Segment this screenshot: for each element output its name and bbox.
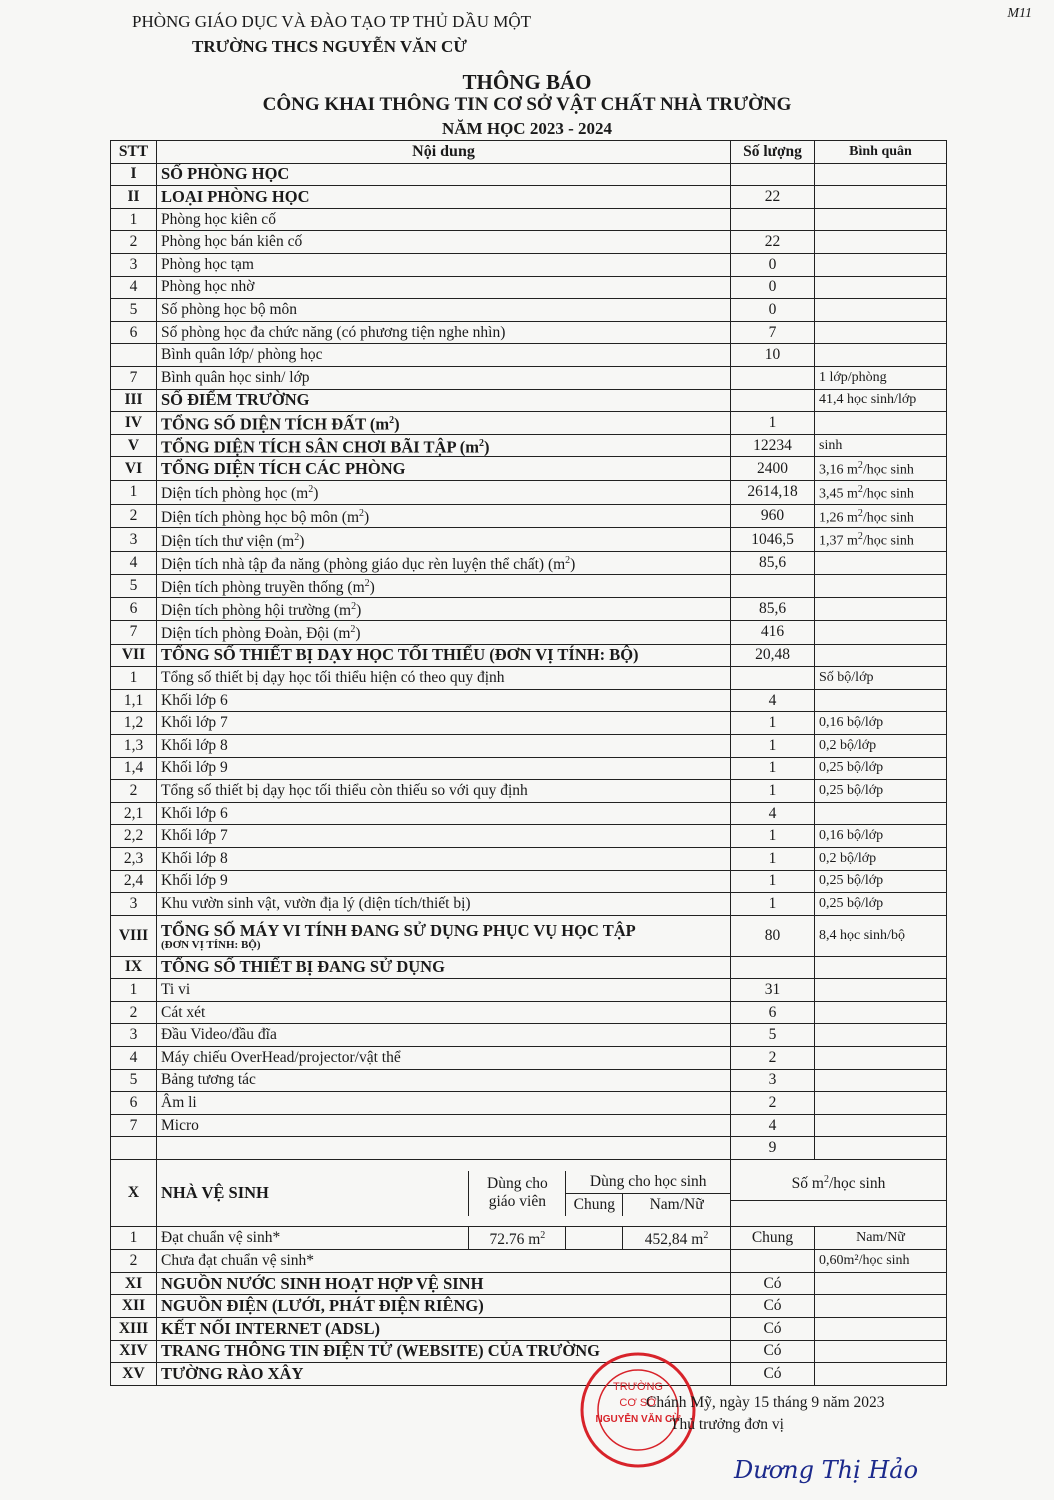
- table-row: [111, 847, 947, 870]
- table-row: [111, 366, 947, 389]
- school-name: TRƯỜNG THCS NGUYỄN VĂN CỪ: [192, 37, 467, 56]
- table-row: [111, 186, 947, 209]
- row-content: Diện tích phòng truyền thống $(m^2)$: [157, 575, 731, 598]
- row-count: 22: [731, 186, 815, 209]
- row-avg: 3,45 $m^2$/học sinh: [815, 480, 947, 504]
- row-stt: 4: [111, 276, 157, 299]
- table-header-row: [111, 141, 947, 164]
- row-stt: 4: [111, 1047, 157, 1070]
- row-stt: 5: [111, 299, 157, 322]
- row-content: Diện tích phòng học bộ môn $(m^2)$: [157, 504, 731, 528]
- row-avg: [815, 344, 947, 367]
- row-count: Chung: [731, 1227, 815, 1250]
- row-stt: 7: [111, 621, 157, 644]
- col-stt: STT: [111, 141, 157, 164]
- row-content: Bình quân lớp/ phòng học: [157, 344, 731, 367]
- row-count: [731, 1160, 947, 1227]
- row-avg: [815, 1272, 947, 1295]
- table-row: [111, 689, 947, 712]
- row-avg: [815, 186, 947, 209]
- row-content: [157, 1137, 731, 1160]
- table-row: [111, 598, 947, 621]
- row-content: TỔNG DIỆN TÍCH SÂN CHƠI BÃI TẬP $(m^2)$: [157, 434, 731, 457]
- row-stt: 1: [111, 480, 157, 504]
- row-count: 1: [731, 870, 815, 893]
- table-row: [111, 344, 947, 367]
- row-avg: [815, 1001, 947, 1024]
- table-row: [111, 504, 947, 528]
- row-stt: 3: [111, 1024, 157, 1047]
- row-stt: III: [111, 389, 157, 412]
- row-avg: 0,60m²/học sinh: [815, 1250, 947, 1273]
- row-stt: 1,1: [111, 689, 157, 712]
- table-row: [111, 1272, 947, 1295]
- row-avg: [815, 163, 947, 186]
- table-row: [111, 253, 947, 276]
- row-avg: [815, 1363, 947, 1386]
- table-row: [111, 208, 947, 231]
- table-row: [111, 163, 947, 186]
- row-avg: [815, 956, 947, 979]
- row-stt: VIII: [111, 915, 157, 956]
- row-avg: [815, 1047, 947, 1070]
- row-content: Khối lớp 6: [157, 802, 731, 825]
- row-stt: XIII: [111, 1317, 157, 1340]
- row-stt: 5: [111, 575, 157, 598]
- row-content: Chưa đạt chuẩn vệ sinh*: [157, 1250, 731, 1273]
- row-content: Khối lớp 6: [157, 689, 731, 712]
- row-stt: 3: [111, 253, 157, 276]
- row-count: [731, 208, 815, 231]
- row-stt: 1: [111, 667, 157, 690]
- toilet-teacher-header: Dùng cho giáo viên: [469, 1171, 566, 1216]
- row-count: Có: [731, 1340, 815, 1363]
- row-content: Ti vi: [157, 979, 731, 1002]
- row-count: Có: [731, 1295, 815, 1318]
- table-row: [111, 802, 947, 825]
- signer-name: Dương Thị Hảo: [734, 1456, 919, 1484]
- row-stt: 2: [111, 780, 157, 803]
- row-content: [157, 1160, 731, 1227]
- col-avg: Bình quân: [815, 141, 947, 164]
- seal-top-text: TRƯỜNG: [613, 1381, 663, 1393]
- table-row: [111, 1295, 947, 1318]
- row-count: [731, 575, 815, 598]
- table-row: [111, 276, 947, 299]
- table-row: [111, 621, 947, 644]
- row-content: Khối lớp 9: [157, 870, 731, 893]
- table-row: [111, 480, 947, 504]
- table-row: [111, 1092, 947, 1115]
- toilet-subtable: [157, 1171, 730, 1216]
- row-content: Cát xét: [157, 1001, 731, 1024]
- row-content: Phòng học tạm: [157, 253, 731, 276]
- row-stt: IX: [111, 956, 157, 979]
- table-row: [111, 667, 947, 690]
- toilet-title: NHÀ VỆ SINH: [157, 1171, 469, 1216]
- row-content: TỔNG SỐ THIẾT BỊ ĐANG SỬ DỤNG: [157, 956, 731, 979]
- row-avg: 3,16 $m^2$/học sinh: [815, 457, 947, 481]
- row-content: Số phòng học bộ môn: [157, 299, 731, 322]
- row-avg: 0,2 bộ/lớp: [815, 847, 947, 870]
- row-stt: 6: [111, 1092, 157, 1115]
- row-stt: 2,4: [111, 870, 157, 893]
- handwritten-signature-icon: [730, 1448, 930, 1488]
- row-content: Diện tích phòng Đoàn, Đội $(m^2)$: [157, 621, 731, 644]
- row-count: 2: [731, 1092, 815, 1115]
- row-avg: [815, 689, 947, 712]
- row-avg: [815, 208, 947, 231]
- table-row: [111, 1250, 947, 1273]
- row-stt: 2: [111, 1250, 157, 1273]
- row-count: 4: [731, 1114, 815, 1137]
- table-row: [111, 231, 947, 254]
- row-stt: XI: [111, 1272, 157, 1295]
- row-avg: 0,2 bộ/lớp: [815, 734, 947, 757]
- row-stt: 6: [111, 598, 157, 621]
- school-year: NĂM HỌC 2023 - 2024: [442, 119, 612, 138]
- row-count: 31: [731, 979, 815, 1002]
- row-count: 0: [731, 276, 815, 299]
- table-row-toilets: [111, 1160, 947, 1227]
- row-stt: 7: [111, 366, 157, 389]
- col-content: Nội dung: [157, 141, 731, 164]
- table-row: [111, 412, 947, 435]
- table-row: [111, 1047, 947, 1070]
- row-content: TỔNG DIỆN TÍCH CÁC PHÒNG: [157, 457, 731, 481]
- col-count: Số lượng: [731, 141, 815, 164]
- row-count: 1: [731, 847, 815, 870]
- row-avg: 0,16 bộ/lớp: [815, 712, 947, 735]
- row-count: 1: [731, 712, 815, 735]
- row-count: 1: [731, 825, 815, 848]
- row-avg: [815, 644, 947, 667]
- row-count: 416: [731, 621, 815, 644]
- row-avg: Nam/Nữ: [815, 1227, 947, 1250]
- row-count: 20,48: [731, 644, 815, 667]
- row-content: NGUỒN NƯỚC SINH HOẠT HỢP VỆ SINH: [157, 1272, 731, 1295]
- row-avg: [815, 1024, 947, 1047]
- row-count: 1: [731, 412, 815, 435]
- row-avg: [815, 1114, 947, 1137]
- row-avg: 0,25 bộ/lớp: [815, 870, 947, 893]
- agency-name: PHÒNG GIÁO DỤC VÀ ĐÀO TẠO TP THỦ DẦU MỘT: [132, 12, 532, 31]
- row-stt: 4: [111, 551, 157, 574]
- row-count: 4: [731, 689, 815, 712]
- row-stt: 1: [111, 208, 157, 231]
- table-row: [111, 979, 947, 1002]
- row-content: Khối lớp 8: [157, 734, 731, 757]
- sign-role: Thủ trưởng đơn vị: [670, 1416, 784, 1433]
- row-content: Đạt chuẩn vệ sinh* 72.76 $m^2$ 452,84 $m^2$: [157, 1227, 731, 1250]
- row-content: SỐ ĐIỂM TRƯỜNG: [157, 389, 731, 412]
- row-content: Bảng tương tác: [157, 1069, 731, 1092]
- row-avg: [815, 1069, 947, 1092]
- row-content: Bình quân học sinh/ lớp: [157, 366, 731, 389]
- row-count: 7: [731, 321, 815, 344]
- row-count: 1046,5: [731, 528, 815, 552]
- row-stt: II: [111, 186, 157, 209]
- row-content: TỔNG SỐ DIỆN TÍCH ĐẤT $(m^2)$: [157, 412, 731, 435]
- row-count: [731, 366, 815, 389]
- row-count: [731, 389, 815, 412]
- row-count: 12234: [731, 434, 815, 457]
- row-stt: VI: [111, 457, 157, 481]
- row-count: 2400: [731, 457, 815, 481]
- row-stt: 2,3: [111, 847, 157, 870]
- row-count: 3: [731, 1069, 815, 1092]
- row-content: Khối lớp 7: [157, 712, 731, 735]
- row-avg: [815, 598, 947, 621]
- sign-date: Chánh Mỹ, ngày 15 tháng 9 năm 2023: [646, 1394, 885, 1411]
- table-row: [111, 299, 947, 322]
- row-count: 85,6: [731, 551, 815, 574]
- toilet-area-header: Số $m^2$/học sinh: [731, 1160, 946, 1201]
- row-content: Số phòng học đa chức năng (có phương tiện nghe nhìn): [157, 321, 731, 344]
- row-avg: [815, 1295, 947, 1318]
- row-avg: [815, 551, 947, 574]
- row-stt: 2,1: [111, 802, 157, 825]
- row-avg: [815, 1092, 947, 1115]
- row-stt: [111, 1137, 157, 1160]
- row-content: SỐ PHÒNG HỌC: [157, 163, 731, 186]
- row-content: Phòng học nhờ: [157, 276, 731, 299]
- row-content: Khối lớp 8: [157, 847, 731, 870]
- row-stt: 2: [111, 1001, 157, 1024]
- row-stt: 1: [111, 979, 157, 1002]
- row-content: Tổng số thiết bị dạy học tối thiểu hiện có theo quy định: [157, 667, 731, 690]
- row-count: Có: [731, 1363, 815, 1386]
- row-count: [731, 667, 815, 690]
- table-row: [111, 389, 947, 412]
- toilet-chung-header: Chung: [566, 1193, 623, 1216]
- table-row: [111, 1137, 947, 1160]
- row-avg: [815, 575, 947, 598]
- row-avg: 0,16 bộ/lớp: [815, 825, 947, 848]
- row-avg: 1,26 $m^2$/học sinh: [815, 504, 947, 528]
- row-stt: I: [111, 163, 157, 186]
- row-stt: XIV: [111, 1340, 157, 1363]
- row-stt: 2: [111, 504, 157, 528]
- row-content: Khối lớp 9: [157, 757, 731, 780]
- row-stt: X: [111, 1160, 157, 1227]
- table-row: [111, 1001, 947, 1024]
- row-avg: [815, 1137, 947, 1160]
- row-content: TRANG THÔNG TIN ĐIỆN TỬ (WEBSITE) CỦA TRƯỜNG: [157, 1340, 731, 1363]
- row-count: 80: [731, 915, 815, 956]
- row-stt: 1,4: [111, 757, 157, 780]
- row-avg: [815, 1340, 947, 1363]
- row-content: TƯỜNG RÀO XÂY: [157, 1363, 731, 1386]
- row-avg: [815, 979, 947, 1002]
- row-count: 2614,18: [731, 480, 815, 504]
- table-row: [111, 1363, 947, 1386]
- seal-name-text: NGUYỄN VĂN CỪ: [595, 1414, 681, 1425]
- row-content: Máy chiếu OverHead/projector/vật thể: [157, 1047, 731, 1070]
- row-count: Có: [731, 1272, 815, 1295]
- row-avg: 0,25 bộ/lớp: [815, 780, 947, 803]
- table-row: [111, 1114, 947, 1137]
- table-row: [111, 551, 947, 574]
- table-row: [111, 1227, 947, 1250]
- table-row: [111, 321, 947, 344]
- table-row: [111, 780, 947, 803]
- row-stt: XII: [111, 1295, 157, 1318]
- table-row: [111, 457, 947, 481]
- row-content: Khối lớp 7: [157, 825, 731, 848]
- row-avg: 1,37 $m^2$/học sinh: [815, 528, 947, 552]
- row-avg: 0,25 bộ/lớp: [815, 757, 947, 780]
- row-stt: 2: [111, 231, 157, 254]
- row-content: TỔNG SỐ MÁY VI TÍNH ĐANG SỬ DỤNG PHỤC VỤ HỌC TẬP (ĐƠN VỊ TÍNH: BỘ): [157, 915, 731, 956]
- row-content: Micro: [157, 1114, 731, 1137]
- row-content: Âm li: [157, 1092, 731, 1115]
- row-content: NGUỒN ĐIỆN (LƯỚI, PHÁT ĐIỆN RIÊNG): [157, 1295, 731, 1318]
- table-row: [111, 893, 947, 916]
- table-row: [111, 956, 947, 979]
- row-stt: XV: [111, 1363, 157, 1386]
- row-content: Diện tích thư viện $(m^2)$: [157, 528, 731, 552]
- table-row: [111, 734, 947, 757]
- table-row: [111, 870, 947, 893]
- row-avg: 0,25 bộ/lớp: [815, 893, 947, 916]
- row-count: 2: [731, 1047, 815, 1070]
- row-stt: 3: [111, 528, 157, 552]
- table-row-computers: [111, 915, 947, 956]
- row-content: Phòng học kiên cố: [157, 208, 731, 231]
- table-row: [111, 1069, 947, 1092]
- row-avg: [815, 802, 947, 825]
- row-stt: [111, 344, 157, 367]
- row-content: TỔNG SỐ THIẾT BỊ DẠY HỌC TỐI THIỂU (ĐƠN VỊ TÍNH: BỘ): [157, 644, 731, 667]
- facilities-table: [110, 140, 947, 1386]
- seal-mid-text: CƠ SỞ: [619, 1397, 657, 1409]
- row-avg: [815, 321, 947, 344]
- table-row: [111, 1024, 947, 1047]
- row-content: KẾT NỐI INTERNET (ADSL): [157, 1317, 731, 1340]
- row-stt: 7: [111, 1114, 157, 1137]
- row-stt: IV: [111, 412, 157, 435]
- row-stt: V: [111, 434, 157, 457]
- row-content: Diện tích phòng học $(m^2)$: [157, 480, 731, 504]
- row-count: 4: [731, 802, 815, 825]
- table-row: [111, 1317, 947, 1340]
- row-stt: 3: [111, 893, 157, 916]
- row-count: 1: [731, 734, 815, 757]
- row-count: 9: [731, 1137, 815, 1160]
- row-content: Phòng học bán kiên cố: [157, 231, 731, 254]
- row-count: [731, 1250, 815, 1273]
- corner-mark: M11: [1007, 6, 1032, 21]
- table-row: [111, 825, 947, 848]
- row-count: 1: [731, 757, 815, 780]
- table-row: [111, 528, 947, 552]
- row-count: 6: [731, 1001, 815, 1024]
- row-count: 1: [731, 893, 815, 916]
- table-row: [111, 575, 947, 598]
- row-stt: VII: [111, 644, 157, 667]
- row-stt: 5: [111, 1069, 157, 1092]
- row-avg: 8,4 học sinh/bộ: [815, 915, 947, 956]
- table-row: [111, 757, 947, 780]
- row-content: Khu vườn sinh vật, vườn địa lý (diện tích/thiết bị): [157, 893, 731, 916]
- row-count: [731, 163, 815, 186]
- toilet-namnu-header: Nam/Nữ: [649, 1195, 704, 1213]
- row-count: [731, 956, 815, 979]
- row-content: Tổng số thiết bị dạy học tối thiểu còn thiếu so với quy định: [157, 780, 731, 803]
- row-avg: [815, 1317, 947, 1340]
- row-avg: Số bộ/lớp: [815, 667, 947, 690]
- row-stt: 1,2: [111, 712, 157, 735]
- table-row: [111, 712, 947, 735]
- row-avg: [815, 231, 947, 254]
- row-stt: 6: [111, 321, 157, 344]
- row-avg: [815, 412, 947, 435]
- table-row: [111, 644, 947, 667]
- row-content: LOẠI PHÒNG HỌC: [157, 186, 731, 209]
- table-row: [111, 1340, 947, 1363]
- doc-title: THÔNG BÁO: [462, 70, 592, 94]
- row-count: 960: [731, 504, 815, 528]
- row-stt: 1: [111, 1227, 157, 1250]
- row-avg: [815, 253, 947, 276]
- toilet-student-header: Dùng cho học sinh: [566, 1171, 730, 1194]
- doc-subtitle: CÔNG KHAI THÔNG TIN CƠ SỞ VẬT CHẤT NHÀ TRƯỜNG: [262, 94, 792, 115]
- table-row: [111, 434, 947, 457]
- row-content: Diện tích nhà tập đa năng (phòng giáo dục rèn luyện thể chất) $(m^2)$: [157, 551, 731, 574]
- row-avg: [815, 299, 947, 322]
- row-avg: [815, 276, 947, 299]
- row-avg: [815, 621, 947, 644]
- row-count: 22: [731, 231, 815, 254]
- row-count: 0: [731, 253, 815, 276]
- row-count: 5: [731, 1024, 815, 1047]
- row-avg: sinh: [815, 434, 947, 457]
- row-count: 1: [731, 780, 815, 803]
- row-count: 85,6: [731, 598, 815, 621]
- row-stt: 1,3: [111, 734, 157, 757]
- row-stt: 2,2: [111, 825, 157, 848]
- row-content: Diện tích phòng hội trường $(m^2)$: [157, 598, 731, 621]
- row-avg: 1 lớp/phòng: [815, 366, 947, 389]
- row-content: Đầu Video/đầu đĩa: [157, 1024, 731, 1047]
- row-count: 10: [731, 344, 815, 367]
- row-count: 0: [731, 299, 815, 322]
- row-count: Có: [731, 1317, 815, 1340]
- row-avg: 41,4 học sinh/lớp: [815, 389, 947, 412]
